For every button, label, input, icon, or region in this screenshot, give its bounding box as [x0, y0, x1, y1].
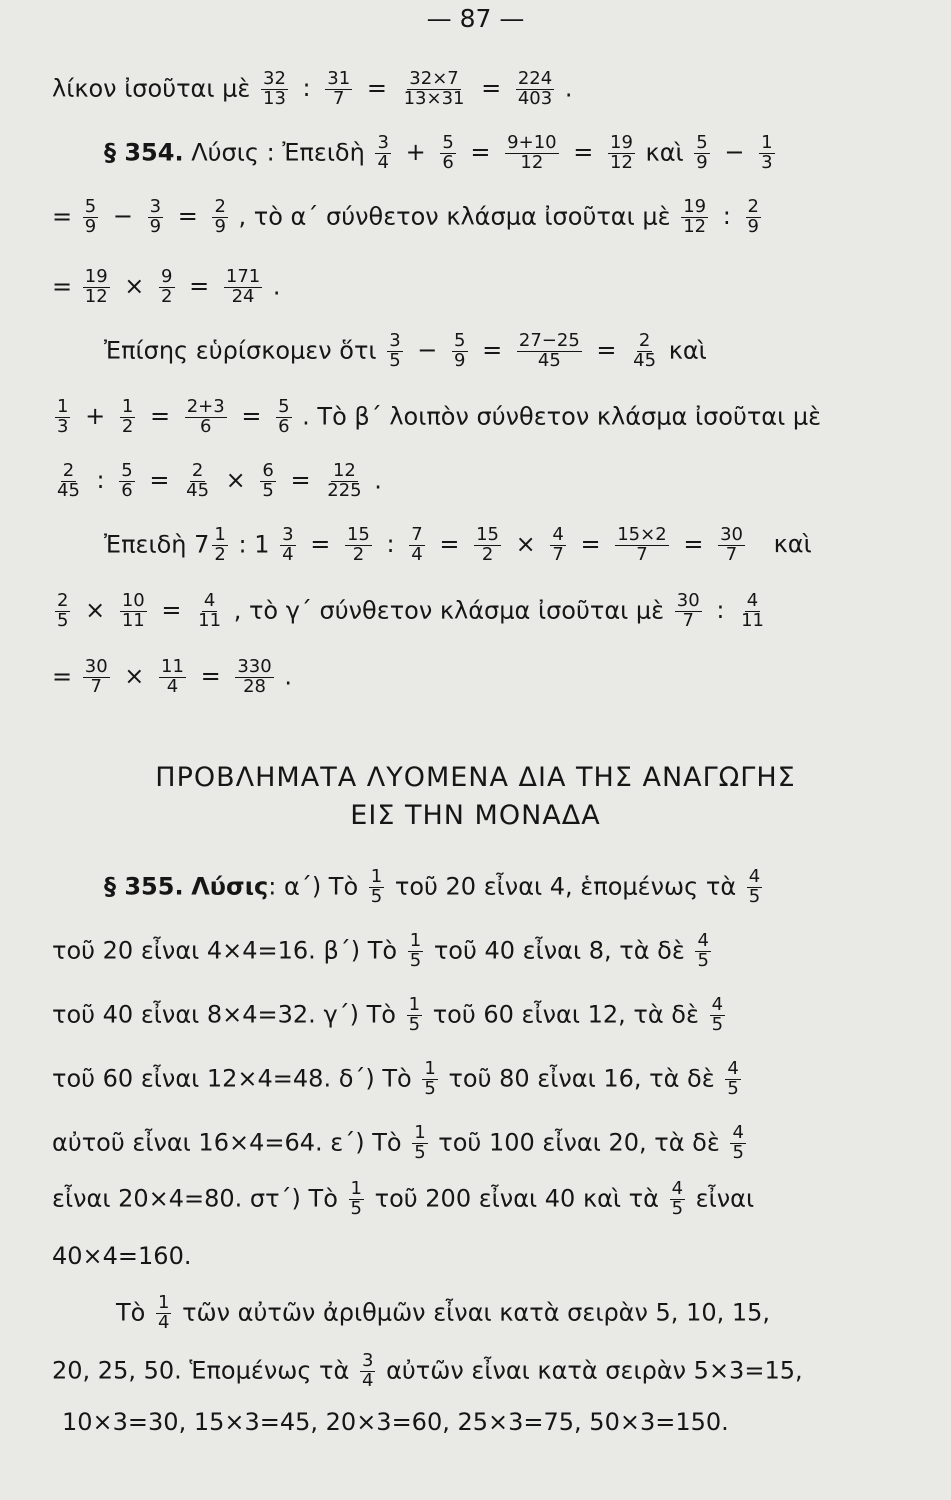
fraction: $\frac{12}{225}$: [327, 460, 362, 501]
fraction: $\frac{15\times 2}{7}$: [617, 524, 667, 565]
fraction: $\frac{4}{11}$: [198, 590, 222, 631]
math-line-3: = $\frac{5}{9}$ − $\frac{3}{9}$ = $\frac{2}{9}$ , τὸ α΄ σύνθετον κλάσμα ἰσοῦται μὲ $\frac{19}{12}$ : $\frac{2}{9}$: [52, 196, 759, 237]
fraction: $\frac{15}{2}$: [346, 524, 370, 565]
fraction: $\frac{1}{5}$: [350, 1178, 362, 1219]
fraction: $\frac{4}{5}$: [748, 866, 761, 907]
fraction: $\frac{1}{2}$: [121, 396, 134, 437]
page-number: — 87 —: [426, 4, 525, 33]
fraction: $\frac{30}{7}$: [720, 524, 743, 565]
fraction: $\frac{2}{45}$: [633, 330, 657, 371]
fraction: $\frac{7}{4}$: [411, 524, 423, 565]
math-line-1: λίκον ἰσοῦται μὲ $\frac{32}{13}$ : $\frac{31}{7}$ = $\frac{32\times 7}{13\times 31}$ = $\frac{224}{403}$ .: [52, 68, 573, 109]
section-number: § 354.: [104, 138, 184, 167]
fraction: $\frac{5}{9}$: [696, 132, 708, 173]
math-line-2: § 354. Λύσις : Ἐπειδὴ $\frac{3}{4}$ + $\frac{5}{6}$ = $\frac{9+10}{12}$ = $\frac{19}{12}$ καὶ $\frac{5}{9}$ − $\frac{1}{3}$: [104, 132, 773, 173]
section-heading-2: ΕΙΣ ΤΗΝ ΜΟΝΑΔΑ: [350, 800, 601, 831]
fraction: $\frac{2+3}{6}$: [186, 396, 225, 437]
fraction: $\frac{3}{4}$: [282, 524, 294, 565]
lysis-label: Λύσις: [191, 138, 259, 167]
fraction: $\frac{15}{2}$: [476, 524, 499, 565]
fraction: $\frac{27-25}{45}$: [518, 330, 580, 371]
fraction: $\frac{2}{45}$: [186, 460, 210, 501]
fraction: $\frac{224}{403}$: [517, 68, 553, 109]
math-line-6: $\frac{1}{3}$ + $\frac{1}{2}$ = $\frac{2+3}{6}$ = $\frac{5}{6}$ . Τὸ β΄ λοιπὸν σύνθετον κλάσμα ἰσοῦται μὲ: [57, 396, 822, 437]
fraction: $\frac{5}{6}$: [442, 132, 454, 173]
fraction: $\frac{4}{5}$: [671, 1178, 684, 1219]
fraction: $\frac{3}{9}$: [149, 196, 162, 237]
fraction: $\frac{4}{7}$: [552, 524, 564, 565]
fraction: $\frac{1}{5}$: [370, 866, 383, 907]
fraction: $\frac{1}{5}$: [408, 994, 421, 1035]
fraction: $\frac{5}{9}$: [84, 196, 97, 237]
fraction: $\frac{19}{12}$: [610, 132, 633, 173]
fraction: $\frac{2}{9}$: [214, 196, 226, 237]
math-line-4: = $\frac{19}{12}$ × $\frac{9}{2}$ = $\frac{171}{24}$ .: [52, 266, 281, 307]
fraction: $\frac{1}{2}$: [214, 524, 226, 565]
fraction: $\frac{9+10}{12}$: [507, 132, 557, 173]
math-line-5: Ἐπίσης εὑρίσκομεν ὅτι $\frac{3}{5}$ − $\frac{5}{9}$ = $\frac{27-25}{45}$ = $\frac{2}{45}$ καὶ: [104, 330, 707, 371]
fraction: $\frac{1}{3}$: [57, 396, 69, 437]
fraction: $\frac{4}{5}$: [732, 1122, 744, 1163]
fraction: $\frac{11}{4}$: [161, 656, 184, 697]
fraction: $\frac{3}{4}$: [361, 1350, 374, 1391]
fraction: $\frac{19}{12}$: [683, 196, 707, 237]
fraction: $\frac{4}{5}$: [697, 930, 709, 971]
fraction: $\frac{2}{5}$: [57, 590, 69, 631]
fraction: $\frac{9}{2}$: [161, 266, 173, 307]
fraction: $\frac{1}{5}$: [414, 1122, 426, 1163]
fraction: $\frac{32\times 7}{13\times 31}$: [403, 68, 465, 109]
fraction: $\frac{1}{3}$: [761, 132, 773, 173]
section-heading: ΠΡΟΒΛΗΜΑΤΑ ΛΥΟΜΕΝΑ ΔΙΑ ΤΗΣ ΑΝΑΓΩΓΗΣ: [155, 762, 796, 793]
math-line-8: Ἐπειδὴ 7 $\frac{1}{2}$ : 1 $\frac{3}{4}$ = $\frac{15}{2}$ : $\frac{7}{4}$ = $\frac{15}{2}$ × $\frac{4}{7}$ = $\frac{15\times 2}{7}$ = $\frac{30}{7}$ καὶ: [104, 524, 812, 565]
text-line-3: τοῦ 40 εἶναι 8×4=32. γ΄) Τὸ $\frac{1}{5}$ τοῦ 60 εἶναι 12, τὰ δὲ $\frac{4}{5}$: [52, 994, 724, 1035]
fraction: $\frac{19}{12}$: [84, 266, 108, 307]
fraction: $\frac{30}{7}$: [676, 590, 700, 631]
fraction: $\frac{5}{6}$: [278, 396, 290, 437]
text-line-4: τοῦ 60 εἶναι 12×4=48. δ΄) Τὸ $\frac{1}{5}$ τοῦ 80 εἶναι 16, τὰ δὲ $\frac{4}{5}$: [52, 1058, 739, 1099]
fraction: $\frac{5}{6}$: [121, 460, 133, 501]
text-line-9: 20, 25, 50. Ἑπομένως τὰ $\frac{3}{4}$ αὐτῶν εἶναι κατὰ σειρὰν 5×3=15,: [52, 1350, 803, 1391]
fraction: $\frac{10}{11}$: [121, 590, 145, 631]
fraction: $\frac{330}{28}$: [237, 656, 272, 697]
text-line-6: εἶναι 20×4=80. στ΄) Τὸ $\frac{1}{5}$ τοῦ 200 εἶναι 40 καὶ τὰ $\frac{4}{5}$ εἶναι: [52, 1178, 755, 1219]
section-number: § 355.: [104, 872, 184, 901]
fraction: $\frac{3}{5}$: [389, 330, 401, 371]
fraction: $\frac{4}{5}$: [727, 1058, 739, 1099]
fraction: $\frac{30}{7}$: [84, 656, 108, 697]
fraction: $\frac{4}{5}$: [711, 994, 724, 1035]
fraction: $\frac{32}{13}$: [263, 68, 286, 109]
fraction: $\frac{6}{5}$: [262, 460, 274, 501]
text-line-8: Τὸ $\frac{1}{4}$ τῶν αὐτῶν ἀριθμῶν εἶναι κατὰ σειρὰν 5, 10, 15,: [116, 1292, 771, 1333]
fraction: $\frac{5}{9}$: [454, 330, 466, 371]
text-line-1: § 355. Λύσις: α΄) Τὸ $\frac{1}{5}$ τοῦ 20 εἶναι 4, ἑπομένως τὰ $\frac{4}{5}$: [104, 866, 761, 907]
text: λίκον ἰσοῦται μὲ: [52, 74, 251, 103]
fraction: $\frac{2}{45}$: [57, 460, 80, 501]
fraction: $\frac{171}{24}$: [225, 266, 261, 307]
math-line-9: $\frac{2}{5}$ × $\frac{10}{11}$ = $\frac{4}{11}$ , τὸ γ΄ σύνθετον κλάσμα ἰσοῦται μὲ $\frac{30}{7}$ : $\frac{4}{11}$: [57, 590, 764, 631]
text-line-10: 10×3=30, 15×3=45, 20×3=60, 25×3=75, 50×3=150.: [62, 1408, 729, 1436]
fraction: $\frac{4}{11}$: [741, 590, 764, 631]
fraction: $\frac{31}{7}$: [327, 68, 351, 109]
fraction: $\frac{2}{9}$: [747, 196, 759, 237]
fraction: $\frac{3}{4}$: [377, 132, 389, 173]
text-line-7: 40×4=160.: [52, 1242, 192, 1270]
fraction: $\frac{1}{4}$: [157, 1292, 170, 1333]
math-line-10: = $\frac{30}{7}$ × $\frac{11}{4}$ = $\frac{330}{28}$ .: [52, 656, 292, 697]
text-line-5: αὐτοῦ εἶναι 16×4=64. ε΄) Τὸ $\frac{1}{5}$ τοῦ 100 εἶναι 20, τὰ δὲ $\frac{4}{5}$: [52, 1122, 744, 1163]
text-line-2: τοῦ 20 εἶναι 4×4=16. β΄) Τὸ $\frac{1}{5}$ τοῦ 40 εἶναι 8, τὰ δὲ $\frac{4}{5}$: [52, 930, 709, 971]
fraction: $\frac{1}{5}$: [409, 930, 422, 971]
fraction: $\frac{1}{5}$: [424, 1058, 436, 1099]
lysis-label: Λύσις: [191, 872, 269, 901]
math-line-7: $\frac{2}{45}$ : $\frac{5}{6}$ = $\frac{2}{45}$ × $\frac{6}{5}$ = $\frac{12}{225}$ .: [57, 460, 382, 501]
